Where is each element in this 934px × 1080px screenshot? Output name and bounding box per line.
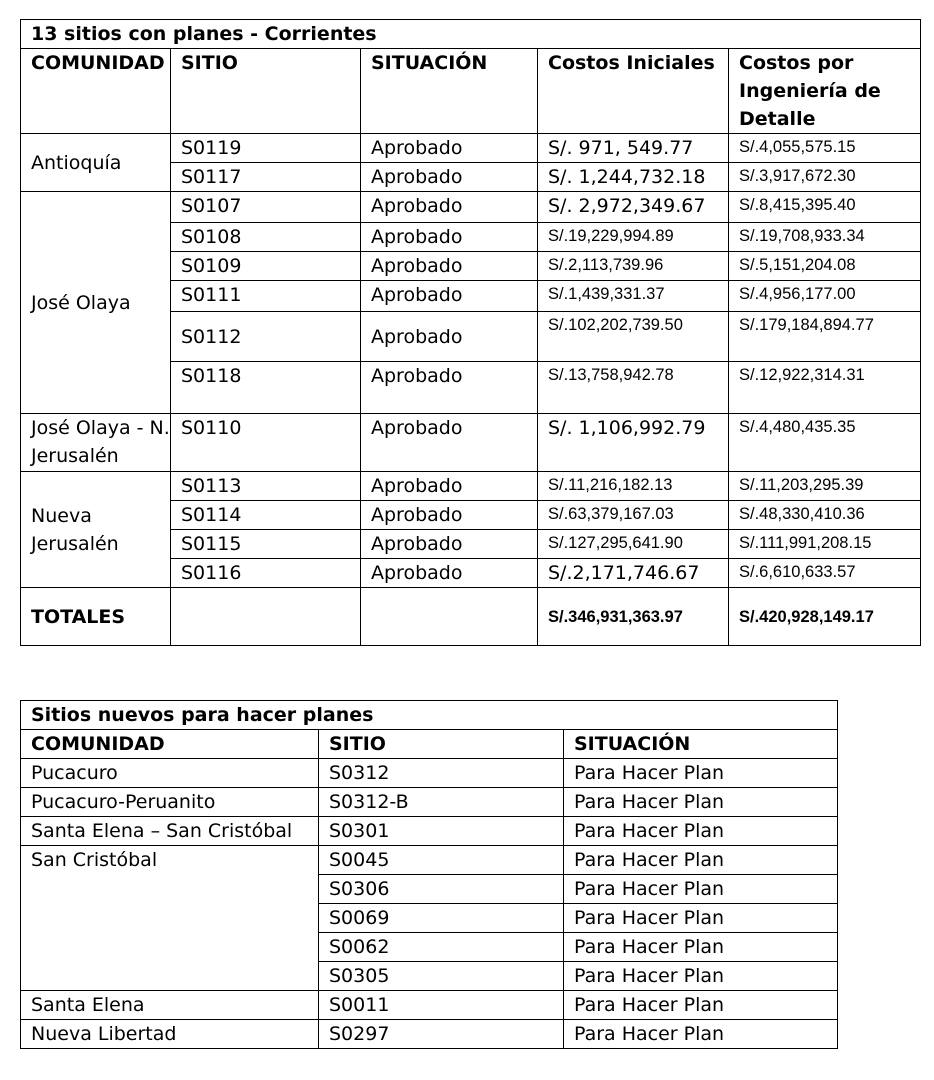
table-row: [21, 991, 838, 1020]
total-engineering-cost: S/.420,928,149.17: [729, 588, 921, 646]
engineering-cost-cell: S/.4,055,575.15: [729, 134, 921, 163]
table-row: [21, 134, 921, 163]
initial-cost-cell: S/.13,758,942.78: [538, 362, 729, 414]
status-cell: Aprobado: [361, 192, 538, 223]
engineering-cost-cell: S/.3,917,672.30: [729, 163, 921, 192]
site-cell: S0115: [171, 530, 361, 559]
engineering-cost-cell: S/.48,330,410.36: [729, 501, 921, 530]
status-cell: Para Hacer Plan: [564, 904, 838, 933]
column-header: SITIO: [171, 49, 361, 134]
status-cell: Para Hacer Plan: [564, 1020, 838, 1049]
status-cell: Para Hacer Plan: [564, 962, 838, 991]
engineering-cost-cell: S/.11,203,295.39: [729, 472, 921, 501]
site-cell: S0117: [171, 163, 361, 192]
site-cell: S0306: [319, 875, 564, 904]
engineering-cost-cell: S/.4,480,435.35: [729, 414, 921, 472]
engineering-cost-cell: S/.8,415,395.40: [729, 192, 921, 223]
total-initial-cost: S/.346,931,363.97: [538, 588, 729, 646]
site-cell: S0305: [319, 962, 564, 991]
site-cell: S0110: [171, 414, 361, 472]
site-cell: S0119: [171, 134, 361, 163]
status-cell: Aprobado: [361, 501, 538, 530]
site-cell: S0045: [319, 846, 564, 875]
column-header: Costos Iniciales: [538, 49, 729, 134]
status-cell: Para Hacer Plan: [564, 933, 838, 962]
status-cell: Para Hacer Plan: [564, 817, 838, 846]
status-cell: Aprobado: [361, 134, 538, 163]
empty-cell: [361, 588, 538, 646]
community-cell: Santa Elena: [21, 991, 319, 1020]
status-cell: Aprobado: [361, 472, 538, 501]
status-cell: Aprobado: [361, 530, 538, 559]
initial-cost-cell: S/. 2,972,349.67: [538, 192, 729, 223]
table-title: Sitios nuevos para hacer planes: [21, 701, 838, 730]
initial-cost-cell: S/.127,295,641.90: [538, 530, 729, 559]
engineering-cost-cell: S/.111,991,208.15: [729, 530, 921, 559]
status-cell: Para Hacer Plan: [564, 846, 838, 875]
status-cell: Aprobado: [361, 312, 538, 362]
site-cell: S0111: [171, 281, 361, 312]
column-header: SITUACIÓN: [564, 730, 838, 759]
table-row: [21, 414, 921, 472]
site-cell: S0069: [319, 904, 564, 933]
status-cell: Aprobado: [361, 559, 538, 588]
column-header: SITIO: [319, 730, 564, 759]
site-cell: S0112: [171, 312, 361, 362]
status-cell: Para Hacer Plan: [564, 788, 838, 817]
community-cell: Nueva Libertad: [21, 1020, 319, 1049]
site-cell: S0011: [319, 991, 564, 1020]
site-cell: S0118: [171, 362, 361, 414]
status-cell: Aprobado: [361, 163, 538, 192]
initial-cost-cell: S/.19,229,994.89: [538, 223, 729, 252]
community-cell: José Olaya - N. Jerusalén: [21, 414, 171, 472]
community-cell: José Olaya: [21, 192, 171, 414]
table-row: [21, 817, 838, 846]
table-row: [21, 759, 838, 788]
status-cell: Para Hacer Plan: [564, 991, 838, 1020]
community-cell: San Cristóbal: [21, 846, 319, 991]
table-row: [21, 192, 921, 223]
initial-cost-cell: S/.1,439,331.37: [538, 281, 729, 312]
site-cell: S0312-B: [319, 788, 564, 817]
status-cell: Para Hacer Plan: [564, 875, 838, 904]
table-title: 13 sitios con planes - Corrientes: [21, 20, 921, 49]
engineering-cost-cell: S/.5,151,204.08: [729, 252, 921, 281]
table-row: [21, 1020, 838, 1049]
new-sites-table: [20, 700, 838, 1049]
initial-cost-cell: S/.102,202,739.50: [538, 312, 729, 362]
status-cell: Aprobado: [361, 252, 538, 281]
initial-cost-cell: S/. 971, 549.77: [538, 134, 729, 163]
initial-cost-cell: S/. 1,244,732.18: [538, 163, 729, 192]
totals-label: TOTALES: [21, 588, 171, 646]
engineering-cost-cell: S/.4,956,177.00: [729, 281, 921, 312]
community-cell: Pucacuro: [21, 759, 319, 788]
engineering-cost-cell: S/.179,184,894.77: [729, 312, 921, 362]
engineering-cost-cell: S/.6,610,633.57: [729, 559, 921, 588]
site-cell: S0062: [319, 933, 564, 962]
site-cell: S0108: [171, 223, 361, 252]
engineering-cost-cell: S/.12,922,314.31: [729, 362, 921, 414]
column-header: Costos por Ingeniería de Detalle: [729, 49, 921, 134]
community-cell: Antioquía: [21, 134, 171, 192]
site-cell: S0109: [171, 252, 361, 281]
site-cell: S0114: [171, 501, 361, 530]
status-cell: Aprobado: [361, 223, 538, 252]
initial-cost-cell: S/.2,113,739.96: [538, 252, 729, 281]
initial-cost-cell: S/.63,379,167.03: [538, 501, 729, 530]
column-header: SITUACIÓN: [361, 49, 538, 134]
site-cell: S0113: [171, 472, 361, 501]
column-header: COMUNIDAD: [21, 49, 171, 134]
site-cell: S0107: [171, 192, 361, 223]
community-cell: Pucacuro-Peruanito: [21, 788, 319, 817]
empty-cell: [171, 588, 361, 646]
site-cell: S0301: [319, 817, 564, 846]
sites-with-plans-table: [20, 19, 921, 646]
column-header: COMUNIDAD: [21, 730, 319, 759]
initial-cost-cell: S/.2,171,746.67: [538, 559, 729, 588]
status-cell: Aprobado: [361, 281, 538, 312]
engineering-cost-cell: S/.19,708,933.34: [729, 223, 921, 252]
site-cell: S0312: [319, 759, 564, 788]
initial-cost-cell: S/.11,216,182.13: [538, 472, 729, 501]
status-cell: Aprobado: [361, 414, 538, 472]
table-row: [21, 846, 838, 875]
status-cell: Para Hacer Plan: [564, 759, 838, 788]
table-row: [21, 472, 921, 501]
site-cell: S0297: [319, 1020, 564, 1049]
initial-cost-cell: S/. 1,106,992.79: [538, 414, 729, 472]
status-cell: Aprobado: [361, 362, 538, 414]
community-cell: Santa Elena – San Cristóbal: [21, 817, 319, 846]
community-cell: Nueva Jerusalén: [21, 472, 171, 588]
table-row: [21, 788, 838, 817]
totals-row: [21, 588, 921, 646]
site-cell: S0116: [171, 559, 361, 588]
